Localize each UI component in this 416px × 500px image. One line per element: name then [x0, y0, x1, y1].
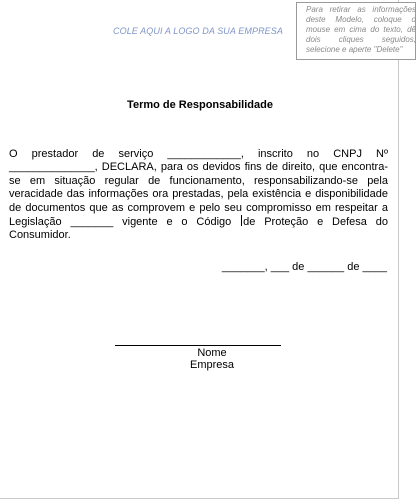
document-title: Termo de Responsabilidade: [127, 99, 273, 111]
declaration-text-start: O prestador de serviço ____________, inscrito no CNPJ Nº ______________, DECLARA, para os devidos fins de direito, que encontra-se em situação regular de funcionamento, responsabilizando-se pela veracidade das informações ora prestadas, pela existência e disponibilidade de documentos que as comprovem e pelo seu compromisso em respeitar a Legislação _______ vigente e o Código: [9, 148, 388, 229]
date-line: _______, ___ de ______ de ____: [221, 261, 387, 273]
text-cursor: [241, 215, 242, 226]
declaration-text-end: de Proteção e Defesa do Consumidor.: [9, 216, 388, 242]
signature-company-label: Empresa: [189, 359, 235, 371]
signature-line: [115, 345, 281, 346]
logo-placeholder[interactable]: COLE AQUI A LOGO DA SUA EMPRESA: [113, 26, 283, 36]
instruction-note-box[interactable]: [296, 2, 416, 60]
declaration-paragraph[interactable]: [9, 148, 388, 243]
instruction-note-text: Para retirar as informações deste Modelo, coloque o mouse em cima do texto, dê dois cliques seguidos, selecione e aperte "Delete": [306, 5, 416, 54]
signature-name-label: Nome: [197, 347, 227, 359]
